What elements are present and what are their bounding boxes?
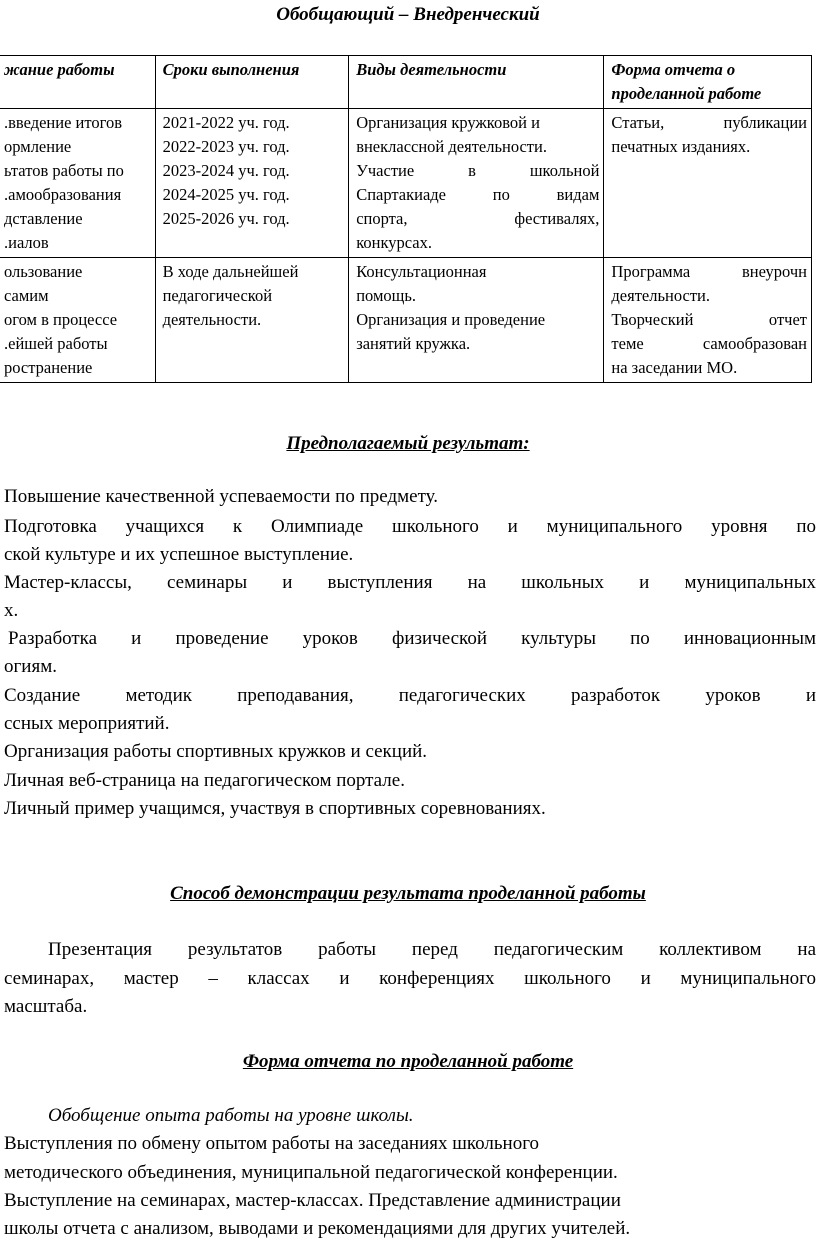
table-row	[0, 109, 812, 258]
report-line: Выступление на семинарах, мастер-классах. Представление администрации	[4, 1190, 621, 1211]
result-item: огиям.	[4, 656, 57, 677]
demo-paragraph: семинарах, мастер – классах и конференциях школьного и муниципального	[4, 968, 816, 989]
header-content: жание работы	[0, 56, 155, 109]
report-heading: Форма отчета по проделанной работе	[242, 1051, 574, 1072]
demo-heading: Способ демонстрации результата проделанной работы	[170, 883, 646, 904]
result-item: Повышение качественной успеваемости по предмету.	[4, 486, 438, 507]
header-report-form: Форма отчета о проделанной работе	[604, 56, 812, 109]
row2-deadlines: В ходе дальнейшей педагогической деятельности.	[155, 258, 349, 383]
section-title: Обобщающий – Внедренческий	[276, 4, 540, 25]
report-line: Выступления по обмену опытом работы на заседаниях школьного	[4, 1133, 540, 1154]
row2-report-form: Программа внеурочн деятельности. Творческий отчет теме самообразован на заседании МО.	[604, 258, 812, 383]
table-row	[0, 258, 812, 383]
result-item: х.	[4, 600, 19, 621]
result-item: Подготовка учащихся к Олимпиаде школьного и муниципального уровня по	[4, 516, 816, 537]
report-line: методического объединения, муниципальной педагогической конференции.	[4, 1162, 618, 1183]
table-header-row	[0, 56, 812, 109]
row1-activities: Организация кружковой и внеклассной деятельности. Участие в школьной Спартакиаде по видам спорта, фестивалях, конкурсах.	[349, 109, 604, 258]
demo-paragraph: масштаба.	[4, 996, 88, 1017]
result-item: Личный пример учащимся, участвуя в спортивных соревнованиях.	[4, 798, 546, 819]
result-item: Организация работы спортивных кружков и секций.	[4, 741, 428, 762]
results-heading: Предполагаемый результат:	[286, 433, 530, 454]
row2-activities: Консультационная помощь. Организация и проведение занятий кружка.	[349, 258, 604, 383]
result-item: Разработка и проведение уроков физической культуры по инновационным	[8, 628, 816, 649]
result-item: ссных мероприятий.	[4, 713, 170, 734]
work-plan-table	[0, 55, 812, 383]
row2-content: ользование самим огом в процессе ейшей работы. ространение	[0, 258, 155, 383]
report-italic-line: Обобщение опыта работы на уровне школы.	[48, 1105, 414, 1126]
demo-paragraph: Презентация результатов работы перед педагогическим коллективом на	[48, 939, 816, 960]
row1-deadlines: 2021-2022 уч. год. 2022-2023 уч. год. 2023-2024 уч. год. 2024-2025 уч. год. 2025-2026 уч. год.	[155, 109, 349, 258]
report-line: школы отчета с анализом, выводами и рекомендациями для других учителей.	[4, 1218, 631, 1239]
header-activities: Виды деятельности	[349, 56, 604, 109]
result-item: ской культуре и их успешное выступление.	[4, 544, 354, 565]
result-item: Создание методик преподавания, педагогических разработок уроков и	[4, 685, 816, 706]
result-item: Личная веб-страница на педагогическом портале.	[4, 770, 405, 791]
result-item: Мастер-классы, семинары и выступления на школьных и муниципальных	[4, 572, 816, 593]
header-deadlines: Сроки выполнения	[155, 56, 349, 109]
row1-content: введение итогов. ормление ьтатов работы по амообразования. дставление иалов.	[0, 109, 155, 258]
row1-report-form: Статьи, публикации печатных изданиях.	[604, 109, 812, 258]
